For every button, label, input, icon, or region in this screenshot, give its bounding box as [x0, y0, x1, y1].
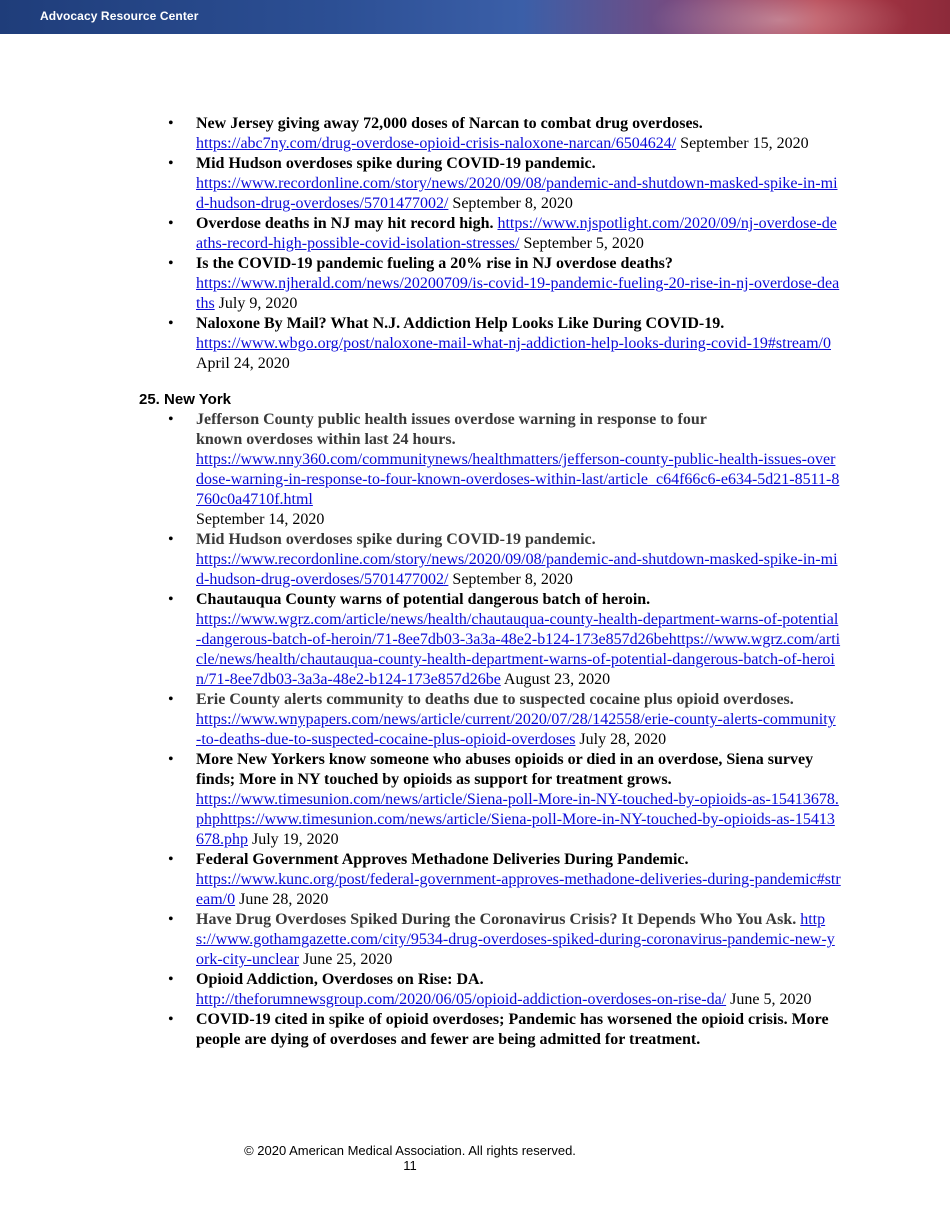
list-item: [196, 114, 841, 154]
item-link[interactable]: https://www.gothamgazette.com/city/9534-drug-overdoses-spiked-during-coronavirus-pandemic-new-york-city-unclear: [196, 911, 835, 968]
item-link[interactable]: https://www.recordonline.com/story/news/2020/09/08/pandemic-and-shutdown-masked-spike-in-mid-hudson-drug-overdoses/5701477002/: [196, 175, 838, 212]
list-item: [196, 850, 841, 910]
header-decoration: [650, 0, 910, 34]
list-item: [196, 214, 841, 254]
list-item: [196, 530, 841, 590]
item-title: Have Drug Overdoses Spiked During the Coronavirus Crisis? It Depends Who You Ask.: [196, 911, 797, 928]
item-date: June 25, 2020: [303, 951, 393, 968]
item-title: Overdose deaths in NJ may hit record high.: [196, 215, 494, 232]
page-footer: [0, 1143, 820, 1173]
item-date: July 9, 2020: [218, 295, 298, 312]
item-link[interactable]: http://theforumnewsgroup.com/2020/06/05/opioid-addiction-overdoses-on-rise-da/: [196, 991, 727, 1008]
header-banner: [0, 0, 950, 34]
item-date: April 24, 2020: [196, 355, 290, 372]
item-link[interactable]: https://www.njspotlight.com/2020/09/nj-overdose-deaths-record-high-possible-covid-isolation-stresses/: [196, 215, 837, 252]
page-number: 11: [403, 1158, 417, 1173]
item-title: Mid Hudson overdoses spike during COVID-19 pandemic.: [196, 155, 596, 172]
item-title: Is the COVID-19 pandemic fueling a 20% rise in NJ overdose deaths?: [196, 255, 673, 272]
list-item: [196, 910, 841, 970]
item-date: September 5, 2020: [523, 235, 644, 252]
item-date: September 15, 2020: [680, 135, 809, 152]
list-item: [196, 970, 841, 1010]
item-link[interactable]: https://www.wbgo.org/post/naloxone-mail-what-nj-addiction-help-looks-during-covid-19#stream/0: [196, 335, 831, 352]
item-link[interactable]: https://www.wgrz.com/article/news/health/chautauqua-county-health-department-warns-of-potential-dangerous-batch-of-heroin/71-8ee7db03-3a3a-48e2-b124-173e857d26behttps://www.wgrz.com/article/news/health/chautauqua-county-health-department-warns-of-potential-dangerous-batch-of-heroin/71-8ee7db03-3a3a-48e2-b124-173e857d26be: [196, 611, 841, 688]
list-item: [196, 1010, 841, 1050]
item-date: July 28, 2020: [579, 731, 667, 748]
item-title: Naloxone By Mail? What N.J. Addiction Help Looks Like During COVID-19.: [196, 315, 725, 332]
item-link[interactable]: https://www.kunc.org/post/federal-government-approves-methadone-deliveries-during-pandemic#stream/0: [196, 871, 841, 908]
item-date: September 14, 2020: [196, 511, 325, 528]
header-title: Advocacy Resource Center: [40, 9, 199, 23]
nj-list: [0, 114, 950, 374]
copyright-text: © 2020 American Medical Association. All rights reserved.: [244, 1143, 576, 1158]
list-item: [196, 590, 841, 690]
list-item: [196, 750, 841, 850]
item-title: Mid Hudson overdoses spike during COVID-19 pandemic.: [196, 531, 596, 548]
item-title: New Jersey giving away 72,000 doses of Narcan to combat drug overdoses.: [196, 115, 703, 132]
item-title: More New Yorkers know someone who abuses opioids or died in an overdose, Siena survey finds; More in NY touched by opioids as support for treatment grows.: [196, 751, 814, 788]
item-date: June 28, 2020: [239, 891, 329, 908]
item-date: September 8, 2020: [452, 571, 573, 588]
list-item: [196, 690, 841, 750]
item-date: July 19, 2020: [252, 831, 339, 848]
list-item: [196, 154, 841, 214]
item-link[interactable]: https://www.njherald.com/news/20200709/is-covid-19-pandemic-fueling-20-rise-in-nj-overdose-deaths: [196, 275, 840, 312]
item-title: Erie County alerts community to deaths due to suspected cocaine plus opioid overdoses.: [196, 691, 794, 708]
item-link[interactable]: https://abc7ny.com/drug-overdose-opioid-crisis-naloxone-narcan/6504624/: [196, 135, 677, 152]
item-title: COVID-19 cited in spike of opioid overdoses; Pandemic has worsened the opioid crisis. More people are dying of overdoses and fewer are being admitted for treatment.: [196, 1011, 829, 1048]
item-link[interactable]: https://www.wnypapers.com/news/article/current/2020/07/28/142558/erie-county-alerts-community-to-deaths-due-to-suspected-cocaine-plus-opioid-overdoses: [196, 711, 836, 748]
section-heading: 25. New York: [139, 391, 231, 408]
ny-list: [0, 410, 950, 1050]
item-date: August 23, 2020: [503, 671, 611, 688]
item-link[interactable]: https://www.timesunion.com/news/article/Siena-poll-More-in-NY-touched-by-opioids-as-15413678.phphttps://www.timesunion.com/news/article/Siena-poll-More-in-NY-touched-by-opioids-as-15413678.php: [196, 791, 839, 848]
item-title: Federal Government Approves Methadone Deliveries During Pandemic.: [196, 851, 689, 868]
list-item: [196, 254, 841, 314]
item-link[interactable]: https://www.recordonline.com/story/news/2020/09/08/pandemic-and-shutdown-masked-spike-in-mid-hudson-drug-overdoses/5701477002/: [196, 551, 838, 588]
item-date: June 5, 2020: [730, 991, 812, 1008]
item-title: Jefferson County public health issues overdose warning in response to four known overdoses within last 24 hours.: [196, 411, 707, 448]
item-date: September 8, 2020: [452, 195, 573, 212]
list-item: [196, 314, 841, 374]
list-item: [196, 410, 841, 530]
document-body: [0, 114, 950, 1050]
item-title: Chautauqua County warns of potential dangerous batch of heroin.: [196, 591, 651, 608]
item-link[interactable]: https://www.nny360.com/communitynews/healthmatters/jefferson-county-public-health-issues-overdose-warning-in-response-to-four-known-overdoses-within-last/article_c64f66c6-e634-5d21-8511-8760c0a4710f.html: [196, 451, 840, 508]
item-title: Opioid Addiction, Overdoses on Rise: DA.: [196, 971, 484, 988]
